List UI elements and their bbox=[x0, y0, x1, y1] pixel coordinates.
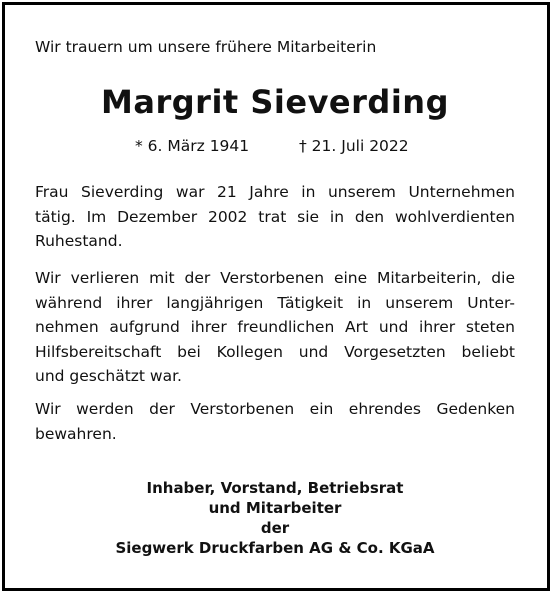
text-line: Wir verlieren mit der Verstorbenen eine Mitarbeiterin, die bbox=[35, 269, 515, 287]
paragraph-employment bbox=[35, 180, 515, 254]
signature-line: und Mitarbeiter bbox=[208, 499, 342, 517]
life-dates bbox=[35, 135, 515, 157]
text-line: Hilfsbereitschaft bei Kollegen und Vorgesetzten beliebt bbox=[35, 342, 515, 361]
text-line: und geschätzt war. bbox=[35, 367, 182, 385]
signature-line: Inhaber, Vorstand, Betriebsrat bbox=[146, 479, 404, 497]
company-name: Siegwerk Druckfarben AG & Co. KGaA bbox=[115, 539, 435, 557]
text-line: Wir werden der Verstorbenen ein ehrendes Gedenken bbox=[35, 400, 515, 418]
text-line: tätig. Im Dezember 2002 trat sie in den wohlverdienten bbox=[35, 207, 515, 226]
paragraph-tribute bbox=[35, 266, 515, 389]
text-line: Ruhestand. bbox=[35, 232, 123, 250]
text-line: bewahren. bbox=[35, 424, 117, 443]
death-date: † 21. Juli 2022 bbox=[299, 137, 409, 155]
birth-date: * 6. März 1941 bbox=[135, 137, 250, 155]
text-line: nehmen aufgrund ihrer freundlichen Art und ihrer steten bbox=[35, 318, 515, 336]
deceased-name: Margrit Sieverding bbox=[101, 83, 449, 121]
text-line: Frau Sieverding war 21 Jahre in unserem Unternehmen bbox=[35, 183, 515, 201]
paragraph-remembrance bbox=[35, 397, 515, 446]
text-line: während ihrer langjährigen Tätigkeit in unserem Unter- bbox=[35, 293, 515, 312]
signature-block bbox=[35, 478, 515, 558]
intro-line: Wir trauern um unsere frühere Mitarbeiterin bbox=[35, 38, 377, 56]
signature-line: der bbox=[260, 519, 290, 537]
